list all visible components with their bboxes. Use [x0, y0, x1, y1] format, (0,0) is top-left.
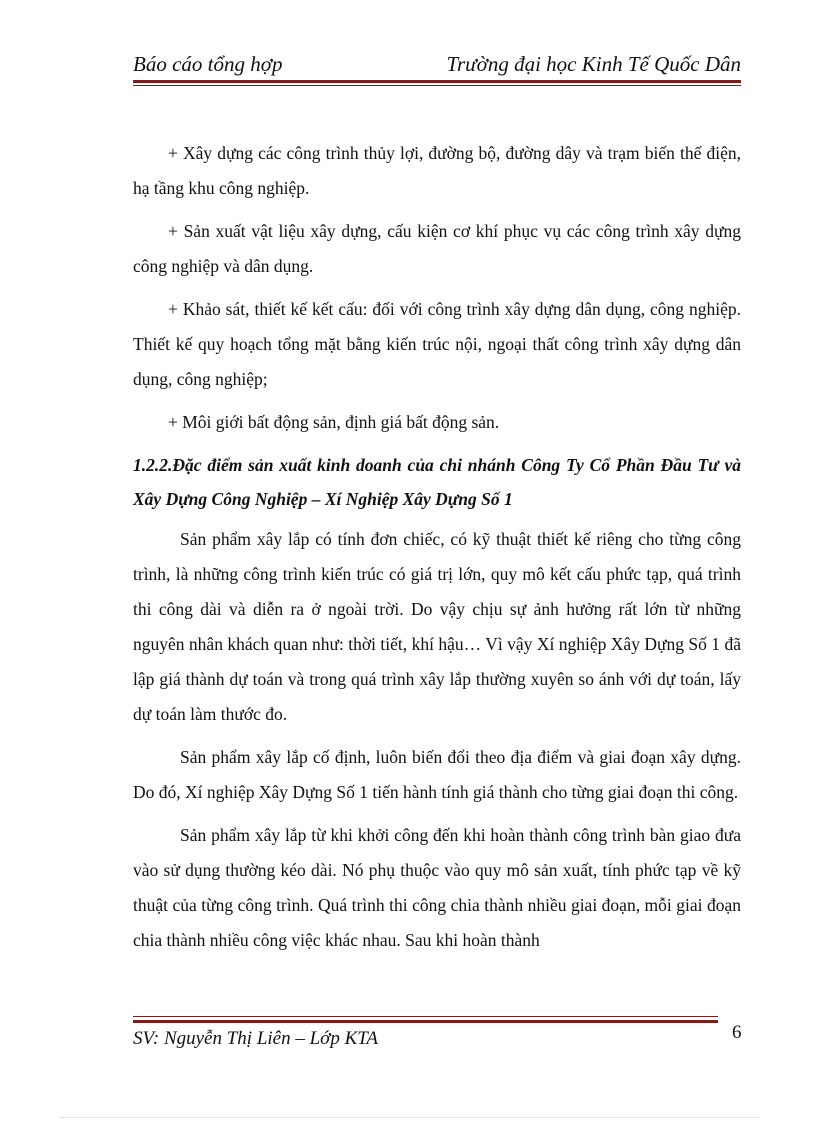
- header-rule-thick: [133, 80, 741, 83]
- body-paragraph-2: Sản phẩm xây lắp cố định, luôn biến đổi theo địa điểm và giai đoạn xây dựng. Do đó, Xí nghiệp Xây Dựng Số 1 tiến hành tính giá thành cho từng giai đoạn thi công.: [133, 747, 741, 802]
- section-heading: 1.2.2.Đặc điểm sản xuất kinh doanh của chi nhánh Công Ty Cổ Phần Đầu Tư và Xây Dựng Công Nghiệp – Xí Nghiệp Xây Dựng Số 1: [133, 455, 741, 509]
- footer-student: SV: Nguyễn Thị Liên – Lớp KTA: [133, 1028, 379, 1049]
- page-number: 6: [732, 1022, 742, 1043]
- header-university: Trường đại học Kinh Tế Quốc Dân: [446, 52, 741, 76]
- body-paragraph-3: Sản phẩm xây lắp từ khi khởi công đến khi hoàn thành công trình bàn giao đưa vào sử dụng thường kéo dài. Nó phụ thuộc vào quy mô sản xuất, tính phức tạp về kỹ thuật của từng công trình. Quá trình thi công chia thành nhiều giai đoạn, mỗi giai đoạn chia thành nhiều công việc khác nhau. Sau khi hoàn thành: [133, 825, 741, 950]
- page-body: [133, 136, 741, 966]
- bullet-paragraph-4: + Môi giới bất động sản, định giá bất động sản.: [168, 412, 500, 432]
- body-paragraph-1: Sản phẩm xây lắp có tính đơn chiếc, có kỹ thuật thiết kế riêng cho từng công trình, là những công trình kiến trúc có giá trị lớn, quy mô kết cấu phức tạp, quá trình thi công dài và diễn ra ở ngoài trời. Do vậy chịu sự ảnh hưởng rất lớn từ những nguyên nhân khách quan như: thời tiết, khí hậu… Vì vậy Xí nghiệp Xây Dựng Số 1 đã lập giá thành dự toán và trong quá trình xây lắp thường xuyên so ánh với dự toán, lấy dự toán làm thước đo.: [133, 529, 741, 724]
- header-rule-thin: [133, 85, 741, 86]
- bullet-paragraph-2: + Sản xuất vật liệu xây dựng, cấu kiện cơ khí phục vụ các công trình xây dựng công nghiệp và dân dụng.: [133, 221, 741, 276]
- footer-rule-thick: [133, 1020, 718, 1023]
- header-report-title: Báo cáo tổng hợp: [133, 52, 283, 76]
- bullet-paragraph-1: + Xây dựng các công trình thủy lợi, đường bộ, đường dây và trạm biến thế điện, hạ tầng khu công nghiệp.: [133, 143, 741, 198]
- bullet-paragraph-3: + Khảo sát, thiết kế kết cấu: đối với công trình xây dựng dân dụng, công nghiệp. Thiết kế quy hoạch tổng mặt bằng kiến trúc nội, ngoại thất công trình xây dựng dân dụng, công nghiệp;: [133, 299, 741, 389]
- footer-rule-thin: [133, 1016, 718, 1017]
- page-header: [133, 50, 741, 82]
- page-bottom-dotted-border: [60, 1117, 760, 1119]
